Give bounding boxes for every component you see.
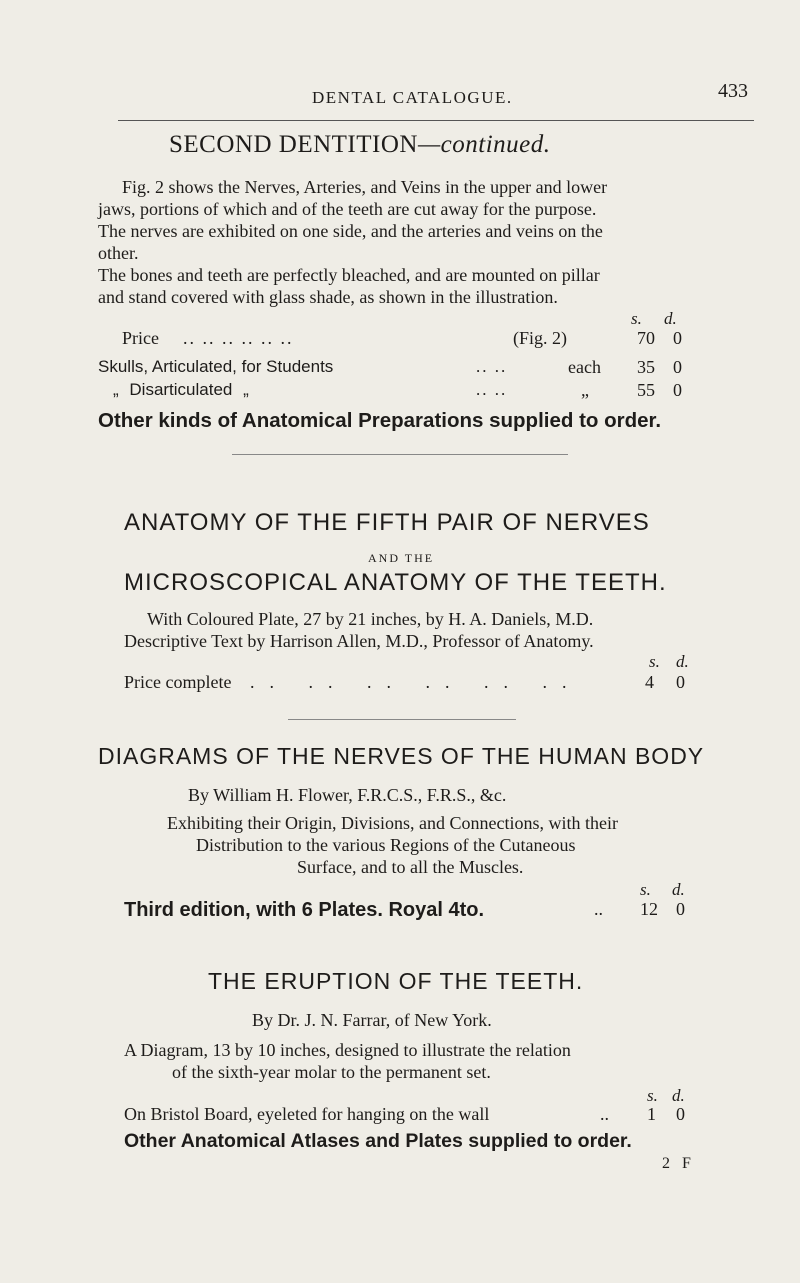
skulls-disarticulated-unit: „ (581, 380, 589, 400)
diagrams-description: Surface, and to all the Muscles. (297, 857, 524, 877)
leader-dots: .. .. .. .. .. .. (183, 328, 294, 348)
diagrams-heading: DIAGRAMS OF THE NERVES OF THE HUMAN BODY (98, 743, 705, 769)
diagrams-edition: Third edition, with 6 Plates. Royal 4to. (124, 899, 485, 921)
leader-dots: .. (594, 899, 603, 919)
price-shillings: 1 (647, 1104, 656, 1124)
fifth-pair-heading: ANATOMY OF THE FIFTH PAIR OF NERVES (124, 509, 650, 536)
price-shillings: 70 (637, 328, 655, 348)
fifth-pair-description: With Coloured Plate, 27 by 21 inches, by H. A. Daniels, M.D. (147, 609, 594, 629)
diagrams-author: By William H. Flower, F.R.C.S., F.R.S., &c. (188, 785, 507, 805)
running-head-title: DENTAL CATALOGUE. (312, 88, 513, 107)
leader-dots: .. (600, 1104, 609, 1124)
currency-s-header: s. (640, 880, 651, 899)
price-pence: 0 (676, 899, 685, 919)
currency-s-header: s. (631, 309, 642, 328)
price-fig2-row (122, 328, 159, 349)
diagrams-description: Exhibiting their Origin, Divisions, and Connections, with their (167, 813, 618, 833)
leader-dots: .. .. (476, 357, 508, 376)
fig2-paragraph-line: other. (98, 243, 139, 263)
second-dentition-heading-suffix: —continued. (417, 131, 551, 158)
price-fig-ref: (Fig. 2) (513, 328, 567, 348)
price-pence: 0 (676, 1104, 685, 1124)
and-the-connector: AND THE (368, 551, 435, 565)
leader-dots: .. .. (476, 380, 508, 399)
eruption-description: A Diagram, 13 by 10 inches, designed to illustrate the relation (124, 1040, 571, 1060)
price-shillings: 12 (640, 899, 658, 919)
second-dentition-heading: SECOND DENTITION (169, 131, 418, 158)
mounting-paragraph-line: The bones and teeth are perfectly bleached, and are mounted on pillar (98, 265, 600, 285)
skulls-articulated-pence: 0 (673, 357, 682, 377)
skulls-disarticulated-shillings: 55 (637, 380, 655, 400)
fig2-paragraph-line: The nerves are exhibited on one side, and the arteries and veins on the (98, 221, 603, 241)
fig2-paragraph-line: jaws, portions of which and of the teeth are cut away for the purpose. (98, 199, 597, 219)
section-divider (288, 719, 516, 720)
currency-d-header: d. (672, 1086, 685, 1105)
printer-signature: 2 F (662, 1155, 695, 1172)
skulls-articulated-label: Skulls, Articulated, for Students (98, 357, 334, 376)
price-shillings: 4 (645, 672, 654, 692)
diagrams-description: Distribution to the various Regions of the Cutaneous (196, 835, 576, 855)
fifth-pair-description: Descriptive Text by Harrison Allen, M.D., Professor of Anatomy. (124, 631, 594, 651)
microscopical-heading: MICROSCOPICAL ANATOMY OF THE TEETH. (124, 569, 667, 596)
skulls-articulated-unit: each (568, 357, 601, 377)
fig2-paragraph-line: Fig. 2 shows the Nerves, Arteries, and Veins in the upper and lower (122, 177, 608, 197)
skulls-disarticulated-label: „ Disarticulated „ (113, 380, 249, 399)
leader-dots: .. .. .. .. .. .. (250, 672, 582, 692)
skulls-disarticulated-pence: 0 (673, 380, 682, 400)
running-head (0, 80, 800, 112)
price-label: Price (122, 328, 159, 348)
currency-s-header: s. (649, 652, 660, 671)
other-atlases-note: Other Anatomical Atlases and Plates supplied to order. (124, 1130, 632, 1152)
section-heading-second-dentition (169, 131, 551, 159)
other-kinds-note: Other kinds of Anatomical Preparations supplied to order. (98, 409, 662, 432)
page-number: 433 (718, 80, 748, 102)
currency-d-header: d. (676, 652, 689, 671)
currency-d-header: d. (672, 880, 685, 899)
eruption-description: of the sixth-year molar to the permanent set. (172, 1062, 491, 1082)
bristol-board-label: On Bristol Board, eyeleted for hanging on the wall (124, 1104, 490, 1124)
eruption-heading: THE ERUPTION OF THE TEETH. (208, 968, 584, 994)
price-complete-label: Price complete (124, 672, 232, 692)
currency-d-header: d. (664, 309, 677, 328)
eruption-author: By Dr. J. N. Farrar, of New York. (252, 1010, 492, 1030)
skulls-articulated-shillings: 35 (637, 357, 655, 377)
section-divider (232, 454, 568, 455)
price-pence: 0 (673, 328, 682, 348)
currency-s-header: s. (647, 1086, 658, 1105)
mounting-paragraph-line: and stand covered with glass shade, as shown in the illustration. (98, 287, 558, 307)
price-pence: 0 (676, 672, 685, 692)
header-rule (118, 120, 754, 121)
